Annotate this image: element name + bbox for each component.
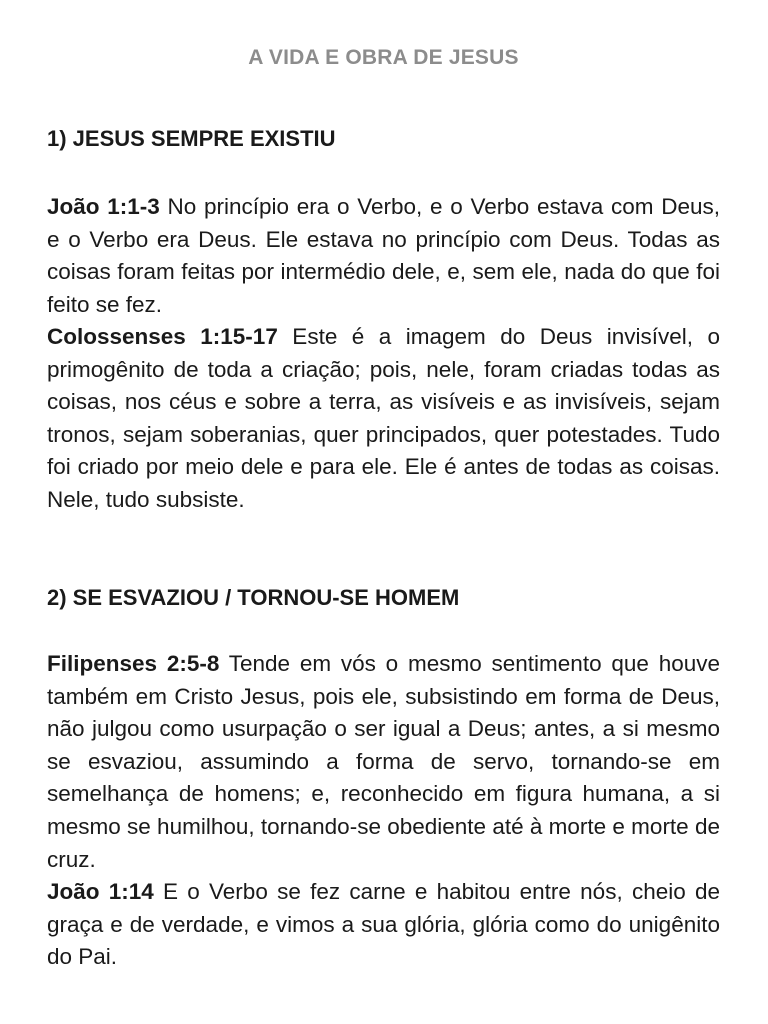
scripture-text: Tende em vós o mesmo sentimento que houve também em Cristo Jesus, pois ele, subsistindo em forma de Deus, não julgou como usurpação o ser igual a Deus; antes, a si mesmo se esvaziou, assumindo a forma de servo, tornando-se em semelhança de homens; e, reconhecido em figura humana, a si mesmo se humilhou, tornando-se obediente até à morte e morte de cruz. — [47, 651, 720, 872]
scripture-reference: Colossenses 1:15-17 — [47, 324, 278, 349]
section-heading-1: 1) JESUS SEMPRE EXISTIU — [47, 126, 336, 151]
passage-filipenses-2-5-8 — [47, 648, 720, 876]
passage-colossenses-1-15-17 — [47, 321, 720, 517]
passage-joao-1-1-3 — [47, 191, 720, 321]
scripture-text: No princípio era o Verbo, e o Verbo estava com Deus, e o Verbo era Deus. Ele estava no princípio com Deus. Todas as coisas foram feitas por intermédio dele, e, sem ele, nada do que foi feito se fez. — [47, 194, 720, 317]
scripture-reference: João 1:14 — [47, 879, 154, 904]
scripture-reference: João 1:1-3 — [47, 194, 160, 219]
passage-joao-1-14 — [47, 876, 720, 974]
document-title: A VIDA E OBRA DE JESUS — [248, 46, 519, 69]
scripture-text: Este é a imagem do Deus invisível, o primogênito de toda a criação; pois, nele, foram criadas todas as coisas, nos céus e sobre a terra, as visíveis e as invisíveis, sejam tronos, sejam soberanias, quer principados, quer potestades. Tudo foi criado por meio dele e para ele. Ele é antes de todas as coisas. Nele, tudo subsiste. — [47, 324, 720, 512]
scripture-text: E o Verbo se fez carne e habitou entre nós, cheio de graça e de verdade, e vimos a sua glória, glória como do unigênito do Pai. — [47, 879, 720, 970]
scripture-reference: Filipenses 2:5-8 — [47, 651, 220, 676]
section-heading-2: 2) SE ESVAZIOU / TORNOU-SE HOMEM — [47, 585, 460, 610]
